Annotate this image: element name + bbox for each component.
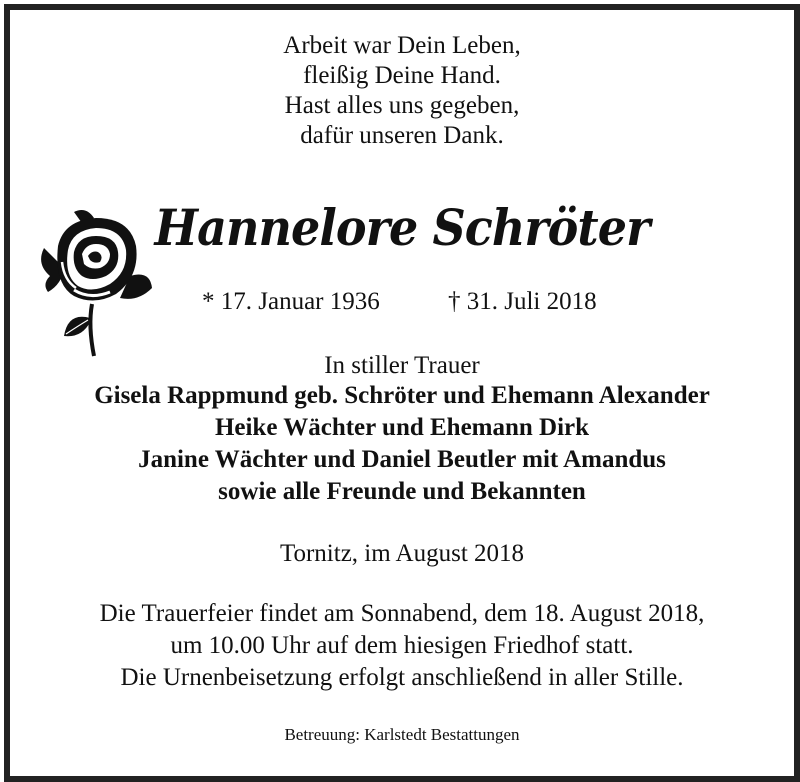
poem-line-2: fleißig Deine Hand. bbox=[303, 62, 501, 89]
place-date: Tornitz, im August 2018 bbox=[279, 540, 525, 567]
mourner-line-4: sowie alle Freunde und Bekannten bbox=[218, 478, 586, 505]
ceremony-line-3: Die Urnenbeisetzung erfolgt anschließend in aller Stille. bbox=[120, 664, 684, 691]
mourner-line-1: Gisela Rappmund geb. Schröter und Ehemann Alexander bbox=[94, 382, 710, 409]
ceremony-line-1: Die Trauerfeier findet am Sonnabend, dem 18. August 2018, bbox=[99, 600, 705, 627]
death-date: † 31. Juli 2018 bbox=[448, 288, 597, 315]
undertaker-credit: Betreuung: Karlstedt Bestattungen bbox=[284, 725, 520, 744]
poem-line-4: dafür unseren Dank. bbox=[300, 122, 504, 149]
poem-line-1: Arbeit war Dein Leben, bbox=[283, 32, 521, 59]
mourner-line-3: Janine Wächter und Daniel Beutler mit Amandus bbox=[138, 446, 666, 473]
poem-line-3: Hast alles uns gegeben, bbox=[284, 92, 520, 119]
ceremony-line-2: um 10.00 Uhr auf dem hiesigen Friedhof statt. bbox=[170, 632, 634, 659]
birth-date: * 17. Januar 1936 bbox=[202, 288, 380, 315]
obituary-notice bbox=[4, 4, 800, 782]
mourning-intro: In stiller Trauer bbox=[324, 352, 480, 379]
deceased-name: Hannelore Schröter bbox=[154, 198, 650, 257]
mourner-line-2: Heike Wächter und Ehemann Dirk bbox=[214, 414, 590, 441]
